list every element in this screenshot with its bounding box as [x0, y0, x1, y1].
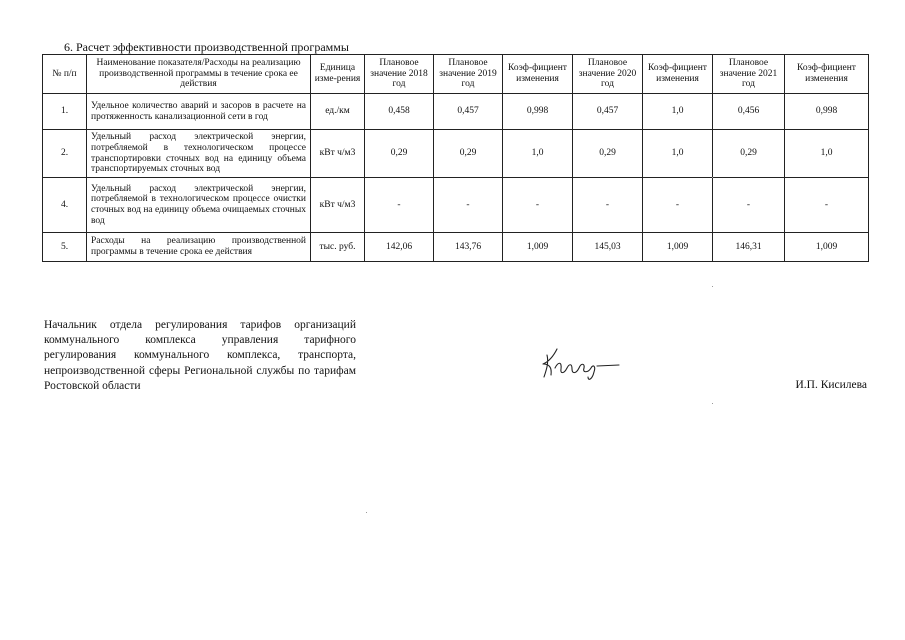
row-coef-2020: -	[643, 178, 713, 233]
row-plan-2018: 0,458	[365, 94, 434, 130]
header-coef-2019: Коэф-фициент изменения	[503, 55, 573, 94]
row-coef-2019: 1,009	[503, 233, 573, 262]
header-indicator-name: Наименование показателя/Расходы на реализацию производственной программы в течение срока ее действия	[87, 55, 311, 94]
row-number: 4.	[43, 178, 87, 233]
row-unit: кВт ч/м3	[311, 130, 365, 178]
header-plan-2018: Плановое значение 2018 год	[365, 55, 434, 94]
header-plan-2019: Плановое значение 2019 год	[434, 55, 503, 94]
row-plan-2019: 0,29	[434, 130, 503, 178]
header-plan-2020: Плановое значение 2020 год	[573, 55, 643, 94]
row-plan-2019: 0,457	[434, 94, 503, 130]
row-coef-2020: 1,0	[643, 94, 713, 130]
header-coef-2020: Коэф-фициент изменения	[643, 55, 713, 94]
row-plan-2021: 0,29	[713, 130, 785, 178]
row-plan-2020: 0,457	[573, 94, 643, 130]
row-coef-2021: -	[785, 178, 869, 233]
efficiency-table	[42, 54, 869, 262]
row-plan-2018: 142,06	[365, 233, 434, 262]
row-coef-2020: 1,0	[643, 130, 713, 178]
table-row	[43, 94, 869, 130]
row-plan-2020: 0,29	[573, 130, 643, 178]
row-coef-2019: 0,998	[503, 94, 573, 130]
row-indicator-name: Удельное количество аварий и засоров в расчете на протяженность канализационной сети в год	[87, 94, 311, 130]
row-coef-2021: 1,0	[785, 130, 869, 178]
row-plan-2019: 143,76	[434, 233, 503, 262]
row-coef-2021: 0,998	[785, 94, 869, 130]
signatory-position: Начальник отдела регулирования тарифов организаций коммунального комплекса управления тарифного регулирования коммунального комплекса, транспорта, непроизводственной сферы Региональной службы по тарифам Ростовской области	[44, 319, 356, 392]
row-indicator-name: Расходы на реализацию производственной программы в течение срока ее действия	[87, 233, 311, 262]
row-unit: тыс. руб.	[311, 233, 365, 262]
row-plan-2020: -	[573, 178, 643, 233]
table-row	[43, 233, 869, 262]
row-number: 1.	[43, 94, 87, 130]
handwritten-signature	[535, 335, 625, 383]
row-plan-2019: -	[434, 178, 503, 233]
row-plan-2021: -	[713, 178, 785, 233]
row-plan-2021: 0,456	[713, 94, 785, 130]
section-title: 6. Расчет эффективности производственной программы	[64, 40, 349, 54]
signer-name: И.П. Кисилева	[795, 379, 867, 391]
row-unit: ед./км	[311, 94, 365, 130]
header-number: № п/п	[43, 55, 87, 94]
scan-speck	[712, 403, 713, 404]
header-unit: Единица изме-рения	[311, 55, 365, 94]
row-plan-2018: -	[365, 178, 434, 233]
row-plan-2018: 0,29	[365, 130, 434, 178]
table-header-row	[43, 55, 869, 94]
row-coef-2019: -	[503, 178, 573, 233]
scan-speck	[712, 286, 713, 287]
row-indicator-name: Удельный расход электрической энергии, потребляемой в технологическом процессе транспортировки сточных вод на единицу объема транспортируемых сточных вод	[87, 130, 311, 178]
row-plan-2020: 145,03	[573, 233, 643, 262]
table-row	[43, 130, 869, 178]
row-coef-2021: 1,009	[785, 233, 869, 262]
table-row	[43, 178, 869, 233]
row-unit: кВт ч/м3	[311, 178, 365, 233]
header-coef-2021: Коэф-фициент изменения	[785, 55, 869, 94]
row-coef-2020: 1,009	[643, 233, 713, 262]
row-coef-2019: 1,0	[503, 130, 573, 178]
header-plan-2021: Плановое значение 2021 год	[713, 55, 785, 94]
row-plan-2021: 146,31	[713, 233, 785, 262]
scan-speck	[712, 177, 713, 178]
row-indicator-name: Удельный расход электрической энергии, потребляемой в технологическом процессе очистки сточных вод на единицу объема очищаемых сточных вод	[87, 178, 311, 233]
row-number: 5.	[43, 233, 87, 262]
row-number: 2.	[43, 130, 87, 178]
scan-speck	[366, 512, 367, 513]
